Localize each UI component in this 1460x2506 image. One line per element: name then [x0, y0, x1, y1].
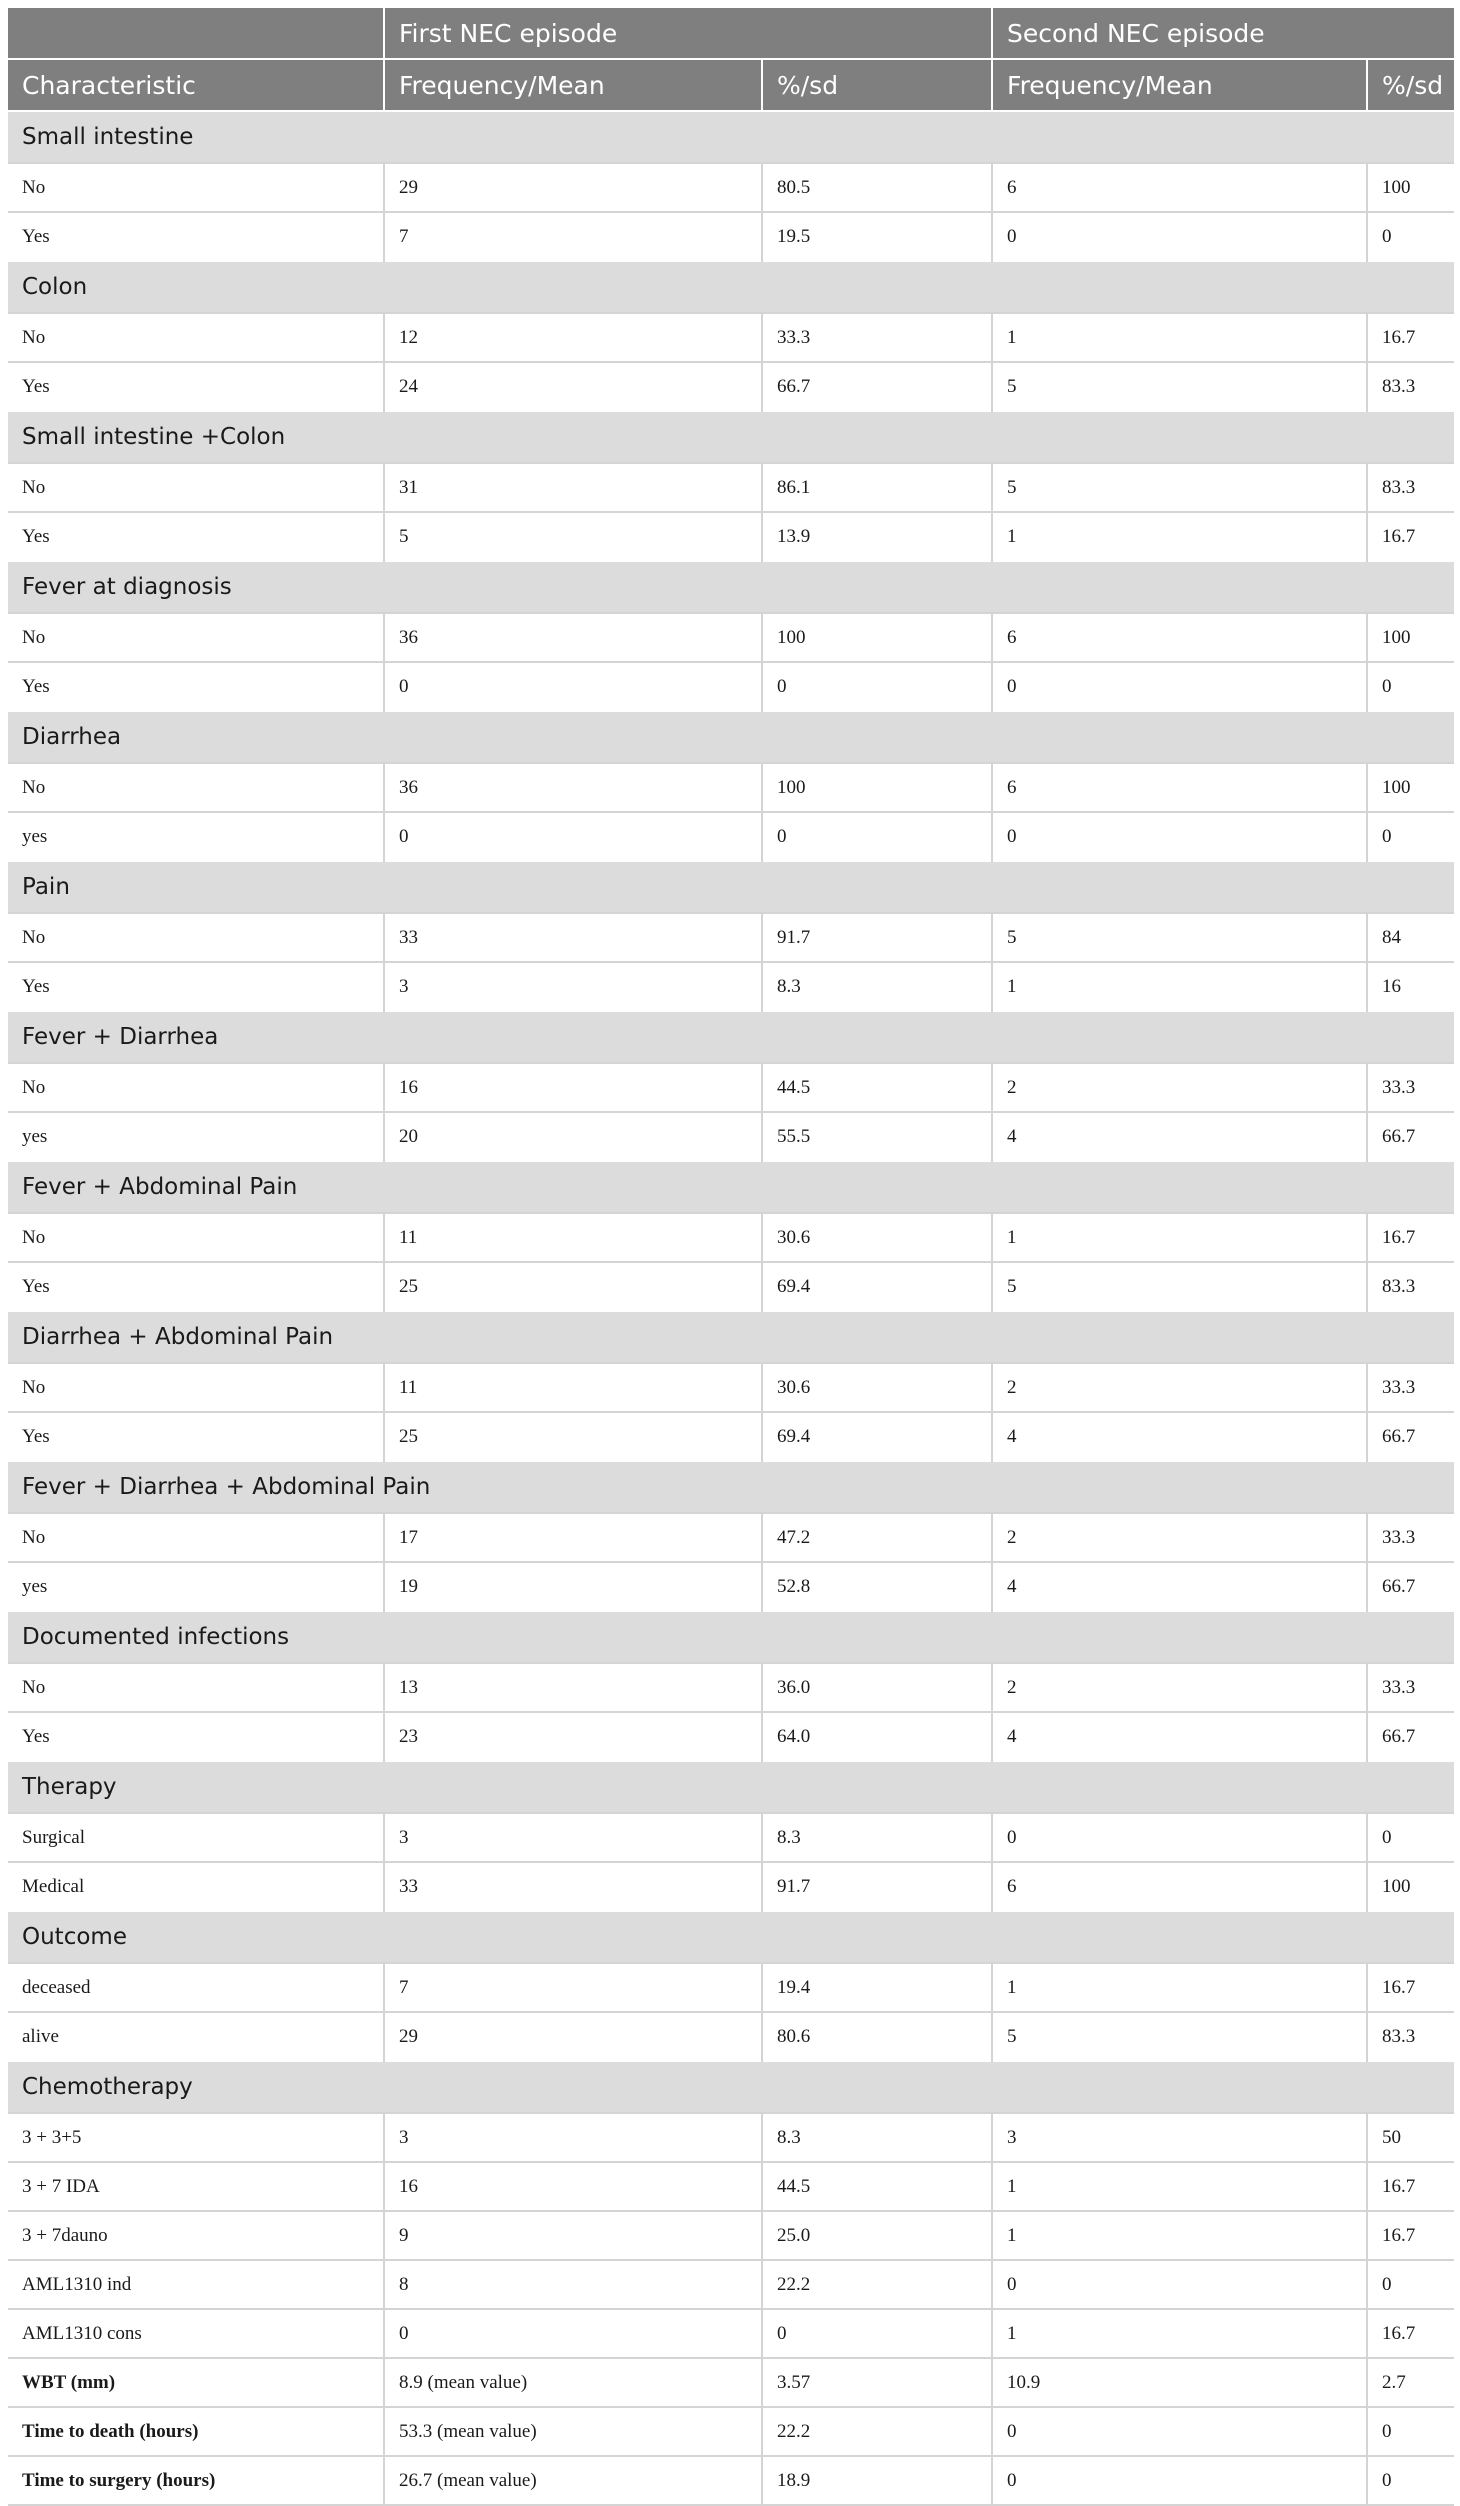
table-row	[8, 2211, 1454, 2260]
cell-second-frequency: 4	[992, 1712, 1367, 1761]
cell-second-frequency: 2	[992, 1363, 1367, 1412]
cell-characteristic: No	[8, 1213, 384, 1262]
cell-first-percent: 3.57	[762, 2358, 992, 2407]
section-row	[8, 861, 1454, 913]
cell-first-frequency: 17	[384, 1513, 762, 1562]
section-row	[8, 1761, 1454, 1813]
cell-first-percent: 86.1	[762, 463, 992, 512]
table-row	[8, 1963, 1454, 2012]
cell-characteristic: 3 + 7 IDA	[8, 2162, 384, 2211]
cell-second-percent: 16.7	[1367, 2309, 1454, 2358]
column-header-first-frequency: Frequency/Mean	[384, 59, 762, 111]
table-row	[8, 1813, 1454, 1862]
table-header	[8, 8, 1454, 111]
table-row	[8, 662, 1454, 711]
cell-second-frequency: 0	[992, 2407, 1367, 2456]
cell-characteristic: Yes	[8, 962, 384, 1011]
section-title: Small intestine +Colon	[8, 411, 1454, 463]
section-title: Fever + Diarrhea + Abdominal Pain	[8, 1461, 1454, 1513]
table-row	[8, 1262, 1454, 1311]
cell-first-frequency: 0	[384, 2309, 762, 2358]
cell-characteristic: No	[8, 1513, 384, 1562]
table-row	[8, 1112, 1454, 1161]
cell-first-frequency: 0	[384, 662, 762, 711]
cell-first-percent: 8.3	[762, 962, 992, 1011]
table-row	[8, 763, 1454, 812]
section-row	[8, 1311, 1454, 1363]
cell-second-percent: 0	[1367, 1813, 1454, 1862]
table-row	[8, 1213, 1454, 1262]
cell-first-percent: 19.4	[762, 1963, 992, 2012]
cell-second-frequency: 3	[992, 2113, 1367, 2162]
column-header-characteristic: Characteristic	[8, 59, 384, 111]
cell-first-percent: 0	[762, 2309, 992, 2358]
cell-first-frequency: 5	[384, 512, 762, 561]
cell-second-frequency: 5	[992, 362, 1367, 411]
cell-first-percent: 44.5	[762, 2162, 992, 2211]
section-title: Pain	[8, 861, 1454, 913]
cell-second-percent: 2.7	[1367, 2358, 1454, 2407]
cell-characteristic: 3 + 7dauno	[8, 2211, 384, 2260]
cell-second-percent: 16.7	[1367, 313, 1454, 362]
table-row	[8, 163, 1454, 212]
table-row	[8, 2260, 1454, 2309]
cell-first-percent: 69.4	[762, 1412, 992, 1461]
cell-first-percent: 64.0	[762, 1712, 992, 1761]
table-row	[8, 1712, 1454, 1761]
cell-characteristic: Yes	[8, 1412, 384, 1461]
cell-first-percent: 100	[762, 613, 992, 662]
table-row	[8, 463, 1454, 512]
nec-episodes-table	[8, 8, 1454, 2506]
cell-first-percent: 36.0	[762, 1663, 992, 1712]
section-row	[8, 1461, 1454, 1513]
cell-second-frequency: 6	[992, 1862, 1367, 1911]
cell-second-percent: 0	[1367, 2456, 1454, 2505]
cell-first-percent: 91.7	[762, 1862, 992, 1911]
table-row	[8, 913, 1454, 962]
column-header-second-frequency: Frequency/Mean	[992, 59, 1367, 111]
cell-second-frequency: 1	[992, 2162, 1367, 2211]
header-row-columns	[8, 59, 1454, 111]
cell-second-percent: 33.3	[1367, 1663, 1454, 1712]
cell-second-frequency: 2	[992, 1513, 1367, 1562]
cell-second-percent: 100	[1367, 613, 1454, 662]
cell-first-frequency: 7	[384, 1963, 762, 2012]
section-row	[8, 711, 1454, 763]
cell-first-percent: 30.6	[762, 1213, 992, 1262]
cell-first-percent: 55.5	[762, 1112, 992, 1161]
cell-first-frequency: 20	[384, 1112, 762, 1161]
cell-characteristic: No	[8, 313, 384, 362]
cell-second-percent: 100	[1367, 1862, 1454, 1911]
table-row	[8, 313, 1454, 362]
column-header-first-percent: %/sd	[762, 59, 992, 111]
table-row	[8, 2309, 1454, 2358]
cell-first-frequency: 26.7 (mean value)	[384, 2456, 762, 2505]
cell-first-percent: 22.2	[762, 2260, 992, 2309]
cell-first-percent: 8.3	[762, 1813, 992, 1862]
cell-first-frequency: 25	[384, 1412, 762, 1461]
cell-second-frequency: 4	[992, 1412, 1367, 1461]
table-row	[8, 2407, 1454, 2456]
cell-second-frequency: 5	[992, 2012, 1367, 2061]
cell-characteristic: Yes	[8, 662, 384, 711]
cell-second-frequency: 0	[992, 1813, 1367, 1862]
cell-characteristic: AML1310 ind	[8, 2260, 384, 2309]
cell-first-frequency: 13	[384, 1663, 762, 1712]
cell-first-frequency: 0	[384, 812, 762, 861]
cell-second-percent: 83.3	[1367, 2012, 1454, 2061]
cell-first-percent: 66.7	[762, 362, 992, 411]
cell-first-percent: 100	[762, 763, 992, 812]
table-row	[8, 2456, 1454, 2505]
section-title: Therapy	[8, 1761, 1454, 1813]
cell-first-frequency: 7	[384, 212, 762, 261]
cell-first-percent: 30.6	[762, 1363, 992, 1412]
cell-characteristic: No	[8, 763, 384, 812]
cell-second-frequency: 5	[992, 463, 1367, 512]
cell-second-percent: 66.7	[1367, 1562, 1454, 1611]
cell-first-frequency: 19	[384, 1562, 762, 1611]
cell-second-percent: 84	[1367, 913, 1454, 962]
cell-second-percent: 33.3	[1367, 1063, 1454, 1112]
cell-first-percent: 18.9	[762, 2456, 992, 2505]
cell-first-frequency: 16	[384, 2162, 762, 2211]
section-title: Documented infections	[8, 1611, 1454, 1663]
cell-second-frequency: 0	[992, 812, 1367, 861]
cell-first-percent: 69.4	[762, 1262, 992, 1311]
cell-first-percent: 80.6	[762, 2012, 992, 2061]
table-row	[8, 2358, 1454, 2407]
cell-first-percent: 0	[762, 662, 992, 711]
section-title: Colon	[8, 261, 1454, 313]
cell-first-frequency: 36	[384, 613, 762, 662]
cell-second-frequency: 4	[992, 1562, 1367, 1611]
section-row	[8, 411, 1454, 463]
cell-first-percent: 25.0	[762, 2211, 992, 2260]
table-row	[8, 1063, 1454, 1112]
cell-second-percent: 83.3	[1367, 1262, 1454, 1311]
cell-first-frequency: 11	[384, 1363, 762, 1412]
table-row	[8, 1513, 1454, 1562]
cell-characteristic: Yes	[8, 362, 384, 411]
cell-first-frequency: 29	[384, 163, 762, 212]
cell-characteristic: Surgical	[8, 1813, 384, 1862]
cell-second-frequency: 2	[992, 1063, 1367, 1112]
cell-second-percent: 66.7	[1367, 1412, 1454, 1461]
table-row	[8, 2162, 1454, 2211]
cell-second-frequency: 10.9	[992, 2358, 1367, 2407]
cell-characteristic: AML1310 cons	[8, 2309, 384, 2358]
cell-second-frequency: 1	[992, 2211, 1367, 2260]
section-row	[8, 1911, 1454, 1963]
section-row	[8, 1011, 1454, 1063]
cell-second-percent: 0	[1367, 2407, 1454, 2456]
table-row	[8, 2113, 1454, 2162]
cell-second-percent: 0	[1367, 662, 1454, 711]
cell-characteristic: yes	[8, 812, 384, 861]
cell-second-frequency: 5	[992, 913, 1367, 962]
cell-second-frequency: 1	[992, 512, 1367, 561]
cell-characteristic: Yes	[8, 1262, 384, 1311]
cell-first-frequency: 36	[384, 763, 762, 812]
section-row	[8, 1161, 1454, 1213]
cell-second-percent: 83.3	[1367, 463, 1454, 512]
cell-first-frequency: 53.3 (mean value)	[384, 2407, 762, 2456]
table-row	[8, 362, 1454, 411]
section-row	[8, 1611, 1454, 1663]
cell-characteristic: No	[8, 913, 384, 962]
cell-second-percent: 16	[1367, 962, 1454, 1011]
cell-second-percent: 100	[1367, 163, 1454, 212]
cell-first-frequency: 31	[384, 463, 762, 512]
cell-second-frequency: 0	[992, 662, 1367, 711]
cell-first-frequency: 24	[384, 362, 762, 411]
cell-second-frequency: 2	[992, 1663, 1367, 1712]
cell-first-percent: 33.3	[762, 313, 992, 362]
cell-first-frequency: 29	[384, 2012, 762, 2061]
cell-second-percent: 33.3	[1367, 1513, 1454, 1562]
section-title: Diarrhea	[8, 711, 1454, 763]
cell-first-percent: 22.2	[762, 2407, 992, 2456]
section-title: Chemotherapy	[8, 2061, 1454, 2113]
table-row	[8, 1363, 1454, 1412]
cell-characteristic: Yes	[8, 1712, 384, 1761]
cell-first-frequency: 3	[384, 2113, 762, 2162]
cell-first-frequency: 11	[384, 1213, 762, 1262]
cell-first-percent: 91.7	[762, 913, 992, 962]
cell-first-frequency: 33	[384, 913, 762, 962]
cell-first-frequency: 16	[384, 1063, 762, 1112]
table-row	[8, 1663, 1454, 1712]
cell-characteristic: Yes	[8, 212, 384, 261]
cell-first-frequency: 25	[384, 1262, 762, 1311]
cell-second-frequency: 1	[992, 1963, 1367, 2012]
cell-first-frequency: 23	[384, 1712, 762, 1761]
cell-characteristic: 3 + 3+5	[8, 2113, 384, 2162]
cell-second-frequency: 6	[992, 763, 1367, 812]
cell-characteristic: No	[8, 1363, 384, 1412]
cell-first-percent: 8.3	[762, 2113, 992, 2162]
nec-table-container	[8, 8, 1454, 2506]
cell-second-frequency: 1	[992, 962, 1367, 1011]
header-row-groups	[8, 8, 1454, 59]
cell-characteristic: Time to surgery (hours)	[8, 2456, 384, 2505]
cell-characteristic: No	[8, 463, 384, 512]
cell-second-percent: 0	[1367, 212, 1454, 261]
table-body	[8, 111, 1454, 2505]
cell-characteristic: alive	[8, 2012, 384, 2061]
cell-second-percent: 16.7	[1367, 1963, 1454, 2012]
cell-characteristic: No	[8, 163, 384, 212]
section-title: Fever + Abdominal Pain	[8, 1161, 1454, 1213]
cell-second-frequency: 4	[992, 1112, 1367, 1161]
section-title: Small intestine	[8, 111, 1454, 163]
cell-first-percent: 52.8	[762, 1562, 992, 1611]
table-row	[8, 962, 1454, 1011]
cell-first-frequency: 3	[384, 1813, 762, 1862]
header-group-blank	[8, 8, 384, 59]
section-title: Fever + Diarrhea	[8, 1011, 1454, 1063]
cell-second-percent: 16.7	[1367, 512, 1454, 561]
cell-second-percent: 100	[1367, 763, 1454, 812]
cell-first-percent: 13.9	[762, 512, 992, 561]
cell-first-percent: 19.5	[762, 212, 992, 261]
cell-first-frequency: 33	[384, 1862, 762, 1911]
section-title: Outcome	[8, 1911, 1454, 1963]
table-row	[8, 1412, 1454, 1461]
section-row	[8, 561, 1454, 613]
cell-characteristic: Yes	[8, 512, 384, 561]
cell-characteristic: No	[8, 613, 384, 662]
cell-first-percent: 47.2	[762, 1513, 992, 1562]
cell-characteristic: No	[8, 1063, 384, 1112]
cell-second-frequency: 1	[992, 2309, 1367, 2358]
section-row	[8, 2061, 1454, 2113]
cell-characteristic: Time to death (hours)	[8, 2407, 384, 2456]
section-title: Fever at diagnosis	[8, 561, 1454, 613]
cell-characteristic: Medical	[8, 1862, 384, 1911]
cell-second-frequency: 0	[992, 2456, 1367, 2505]
cell-first-frequency: 9	[384, 2211, 762, 2260]
cell-second-frequency: 6	[992, 613, 1367, 662]
cell-characteristic: yes	[8, 1112, 384, 1161]
column-header-second-percent: %/sd	[1367, 59, 1454, 111]
cell-second-frequency: 1	[992, 313, 1367, 362]
cell-second-frequency: 6	[992, 163, 1367, 212]
cell-first-frequency: 3	[384, 962, 762, 1011]
cell-second-percent: 83.3	[1367, 362, 1454, 411]
cell-first-frequency: 8	[384, 2260, 762, 2309]
table-row	[8, 1562, 1454, 1611]
cell-characteristic: deceased	[8, 1963, 384, 2012]
cell-second-percent: 33.3	[1367, 1363, 1454, 1412]
cell-second-percent: 16.7	[1367, 2211, 1454, 2260]
cell-first-percent: 0	[762, 812, 992, 861]
cell-characteristic: No	[8, 1663, 384, 1712]
cell-second-percent: 50	[1367, 2113, 1454, 2162]
cell-second-percent: 16.7	[1367, 2162, 1454, 2211]
section-row	[8, 261, 1454, 313]
cell-characteristic: yes	[8, 1562, 384, 1611]
cell-characteristic: WBT (mm)	[8, 2358, 384, 2407]
cell-second-frequency: 1	[992, 1213, 1367, 1262]
table-row	[8, 512, 1454, 561]
cell-second-percent: 66.7	[1367, 1112, 1454, 1161]
cell-second-percent: 16.7	[1367, 1213, 1454, 1262]
table-row	[8, 212, 1454, 261]
section-row	[8, 111, 1454, 163]
table-row	[8, 613, 1454, 662]
table-row	[8, 2012, 1454, 2061]
cell-second-frequency: 0	[992, 212, 1367, 261]
table-row	[8, 1862, 1454, 1911]
section-title: Diarrhea + Abdominal Pain	[8, 1311, 1454, 1363]
cell-first-frequency: 12	[384, 313, 762, 362]
cell-second-percent: 0	[1367, 2260, 1454, 2309]
cell-second-percent: 0	[1367, 812, 1454, 861]
cell-first-percent: 80.5	[762, 163, 992, 212]
table-row	[8, 812, 1454, 861]
header-group-first-episode: First NEC episode	[384, 8, 992, 59]
header-group-second-episode: Second NEC episode	[992, 8, 1454, 59]
cell-second-percent: 66.7	[1367, 1712, 1454, 1761]
cell-second-frequency: 0	[992, 2260, 1367, 2309]
cell-first-frequency: 8.9 (mean value)	[384, 2358, 762, 2407]
cell-second-frequency: 5	[992, 1262, 1367, 1311]
cell-first-percent: 44.5	[762, 1063, 992, 1112]
